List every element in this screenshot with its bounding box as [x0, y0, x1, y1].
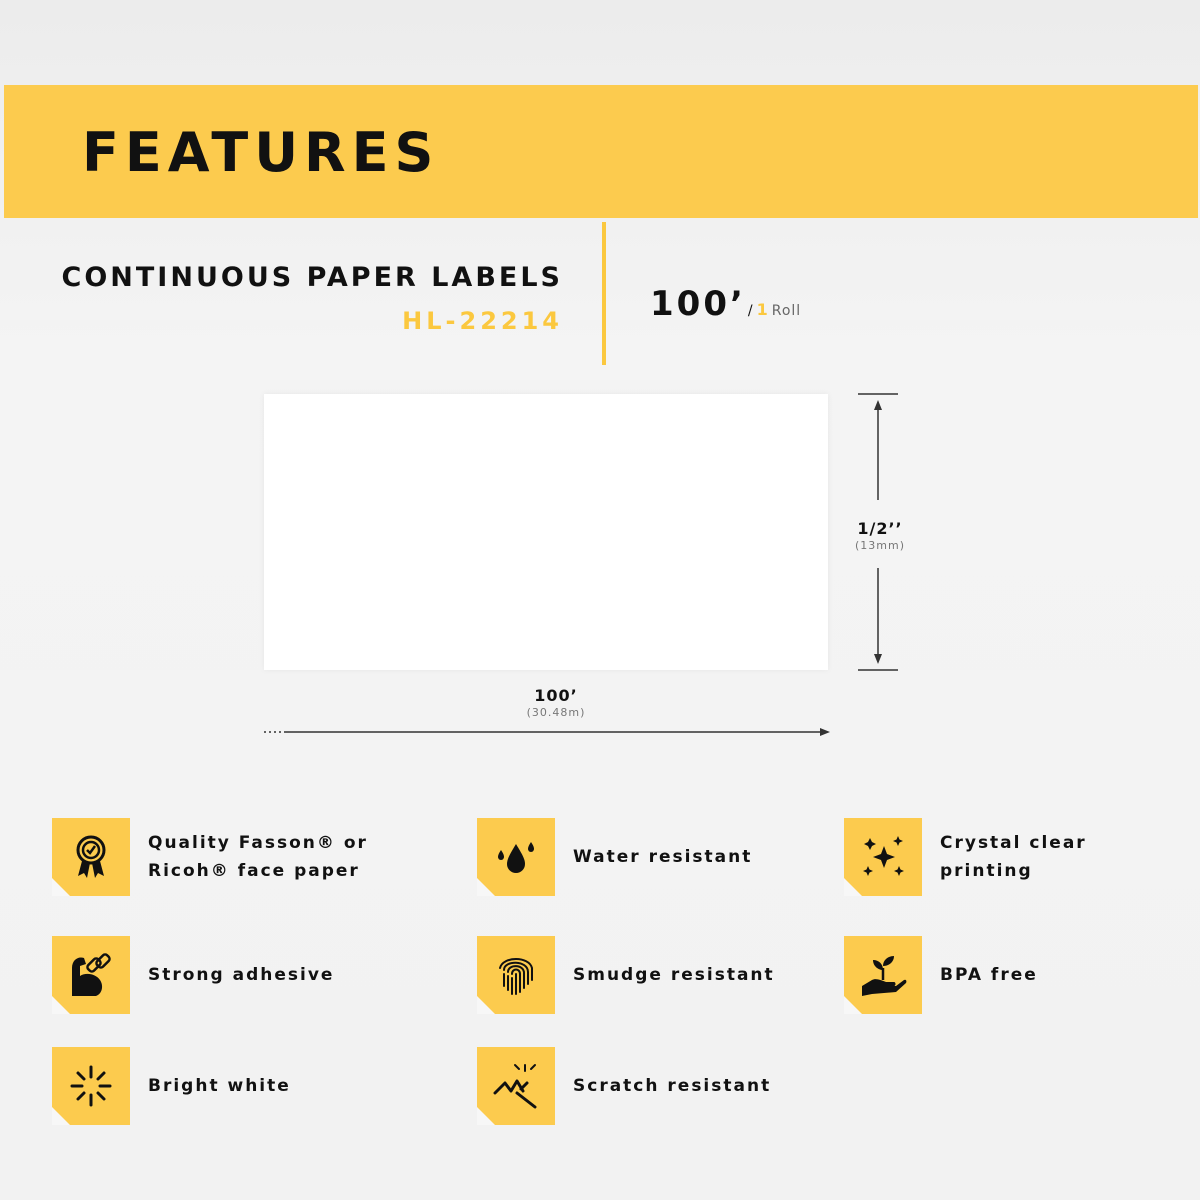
feature-label: Bright white: [148, 1076, 291, 1096]
feature-label: Scratch resistant: [573, 1076, 772, 1096]
strong-arm-icon: [66, 950, 116, 1000]
scratch-icon: [491, 1061, 541, 1111]
feature-badge: [844, 818, 922, 896]
height-arrowhead-top: [874, 400, 882, 410]
feature-face-paper: [52, 818, 382, 896]
feature-bright-white: [52, 1047, 382, 1125]
product-name: CONTINUOUS PAPER LABELS: [61, 262, 563, 293]
width-dimension: [496, 686, 616, 719]
feature-badge: [52, 1047, 130, 1125]
feature-label: Water resistant: [573, 847, 753, 867]
width-arrowhead: [820, 728, 830, 736]
feature-badge: [477, 936, 555, 1014]
height-label: 1/2’’: [857, 519, 903, 538]
feature-scratch-resistant: [477, 1047, 807, 1125]
fingerprint-icon: [491, 950, 541, 1000]
feature-badge: [844, 936, 922, 1014]
award-ribbon-icon: [66, 832, 116, 882]
feature-smudge-resistant: [477, 936, 807, 1014]
feature-badge: [52, 936, 130, 1014]
plant-in-hand-icon: [858, 950, 908, 1000]
feature-crystal-clear: [844, 818, 1174, 896]
roll-quantity: 1: [756, 300, 768, 319]
feature-label: Strong adhesive: [148, 965, 335, 985]
width-label: 100’: [534, 686, 578, 705]
roll-length-slash: /: [747, 303, 753, 319]
feature-badge: [477, 1047, 555, 1125]
roll-unit: Roll: [771, 303, 802, 319]
roll-length-value: 100’: [650, 284, 746, 324]
feature-water-resistant: [477, 818, 807, 896]
feature-label: Smudge resistant: [573, 965, 775, 985]
light-burst-icon: [66, 1061, 116, 1111]
height-metric: (13mm): [854, 539, 905, 552]
feature-label: BPA free: [940, 965, 1038, 985]
height-arrowhead-bottom: [874, 654, 882, 664]
product-code: HL-22214: [402, 307, 563, 335]
feature-label: Crystal clear printing: [940, 833, 1087, 881]
feature-label: Quality Fasson® or Ricoh® face paper: [148, 833, 368, 881]
feature-strong-adhesive: [52, 936, 382, 1014]
feature-bpa-free: [844, 936, 1174, 1014]
width-metric: (30.48m): [526, 706, 586, 719]
feature-badge: [52, 818, 130, 896]
height-dimension: [838, 519, 922, 552]
feature-badge: [477, 818, 555, 896]
water-drops-icon: [491, 832, 541, 882]
sparkles-icon: [858, 832, 908, 882]
banner-title: FEATURES: [82, 121, 440, 184]
